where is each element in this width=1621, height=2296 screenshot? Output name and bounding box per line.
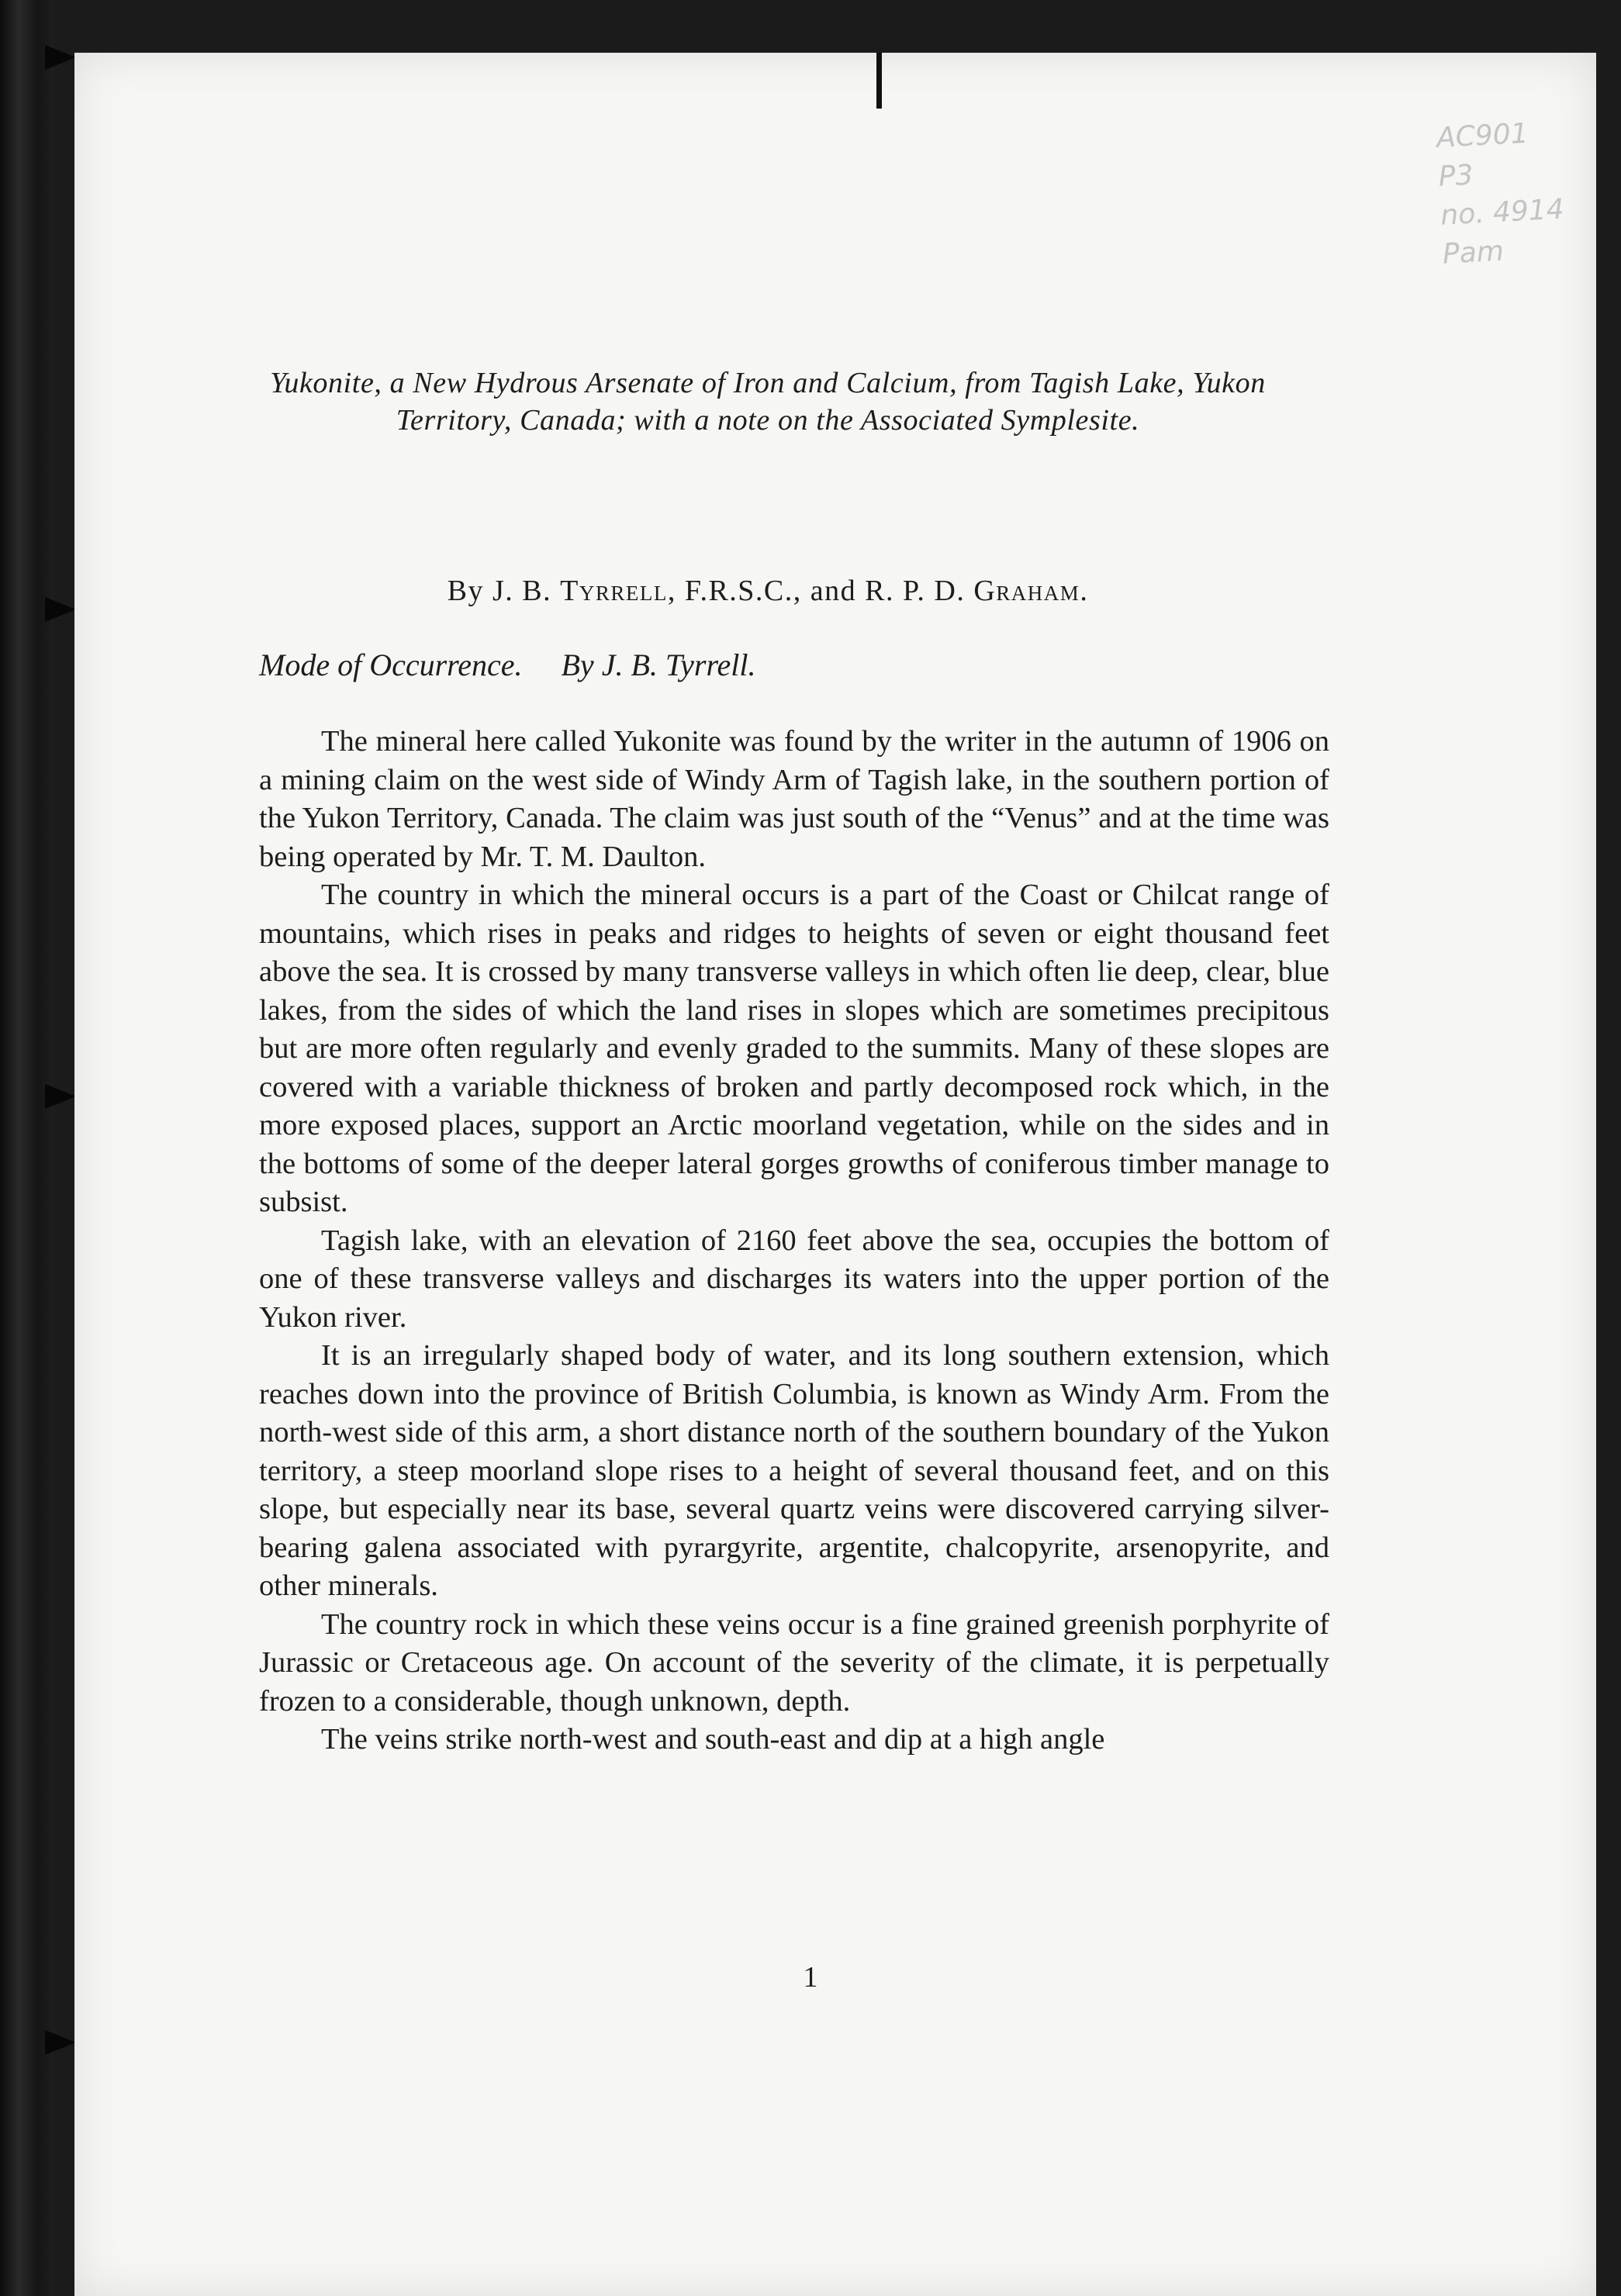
section-author: By J. B. Tyrrell. — [561, 647, 756, 682]
byline-middle: , F.R.S.C., and R. P. D. — [667, 575, 966, 607]
pencil-line: P3 — [1437, 159, 1474, 193]
section-heading — [259, 647, 756, 683]
paragraph: The country in which the mineral occurs is a part of the Coast or Chilcat range of mountains, which rises in peaks and ridges to heights of seven or eight thousand feet above the sea. It is crossed by many transverse valleys in which often lie deep, clear, blue lakes, from the sides of which the land rises in slopes which are sometimes precipitous but are more often regularly and evenly graded to the summits. Many of these slopes are covered with a variable thickness of broken and partly decomposed rock which, in the more exposed places, support an Arctic moorland vegetation, while on the sides and in the bottoms of some of the deeper lateral gorges growths of coniferous timber manage to subsist. — [259, 879, 1329, 1218]
pencil-line: no. 4914 — [1440, 193, 1565, 232]
body-text — [259, 723, 1329, 1759]
paragraph: The country rock in which these veins occur is a fine grained greenish porphyrite of Jurassic or Cretaceous age. On account of the severity of the climate, it is perpetually frozen to a considerable, though unknown, depth. — [259, 1607, 1329, 1718]
author-byline — [217, 574, 1319, 608]
pencil-line: AC901 — [1436, 117, 1529, 154]
binding-mark — [45, 597, 76, 622]
section-title: Mode of Occurrence. — [259, 647, 523, 682]
book-spine — [0, 0, 54, 2296]
paragraph: Tagish lake, with an elevation of 2160 feet above the sea, occupies the bottom of one of these transverse valleys and discharges its waters into the upper portion of the Yukon river. — [259, 1224, 1329, 1334]
page-number: 1 — [803, 1961, 818, 1994]
binding-mark — [45, 45, 76, 70]
binding-mark — [45, 2030, 76, 2055]
pencil-line: Pam — [1441, 235, 1505, 271]
byline-prefix: By J. B. — [447, 575, 552, 607]
byline-end: . — [1080, 575, 1089, 607]
binding-thread — [876, 53, 882, 109]
author-name: Graham — [973, 575, 1080, 607]
pencil-annotation — [1436, 110, 1614, 274]
paragraph: It is an irregularly shaped body of water, and its long southern extension, which reaches down into the province of British Columbia, is known as Windy Arm. From the north-west side of this arm, a short distance north of the southern boundary of the Yukon territory, a steep moorland slope rises to a height of several thousand feet, and on this slope, but especially near its base, several quartz veins were discovered carrying silver-bearing galena associated with pyrargyrite, argentite, chalcopyrite, arsenopyrite, and other minerals. — [259, 1339, 1329, 1602]
paragraph: The mineral here called Yukonite was found by the writer in the autumn of 1906 on a mining claim on the west side of Windy Arm of Tagish lake, in the southern portion of the Yukon Territory, Canada. The claim was just south of the “Venus” and at the time was being operated by Mr. T. M. Daulton. — [259, 725, 1329, 873]
article-title: Yukonite, a New Hydrous Arsenate of Iron and Calcium, from Tagish Lake, Yukon Territory, Canada; with a note on the Associated Symplesite. — [270, 367, 1266, 437]
binding-mark — [45, 1084, 76, 1109]
author-name: Tyrrell — [560, 575, 668, 607]
paragraph: The veins strike north-west and south-east and dip at a high angle — [321, 1723, 1105, 1756]
